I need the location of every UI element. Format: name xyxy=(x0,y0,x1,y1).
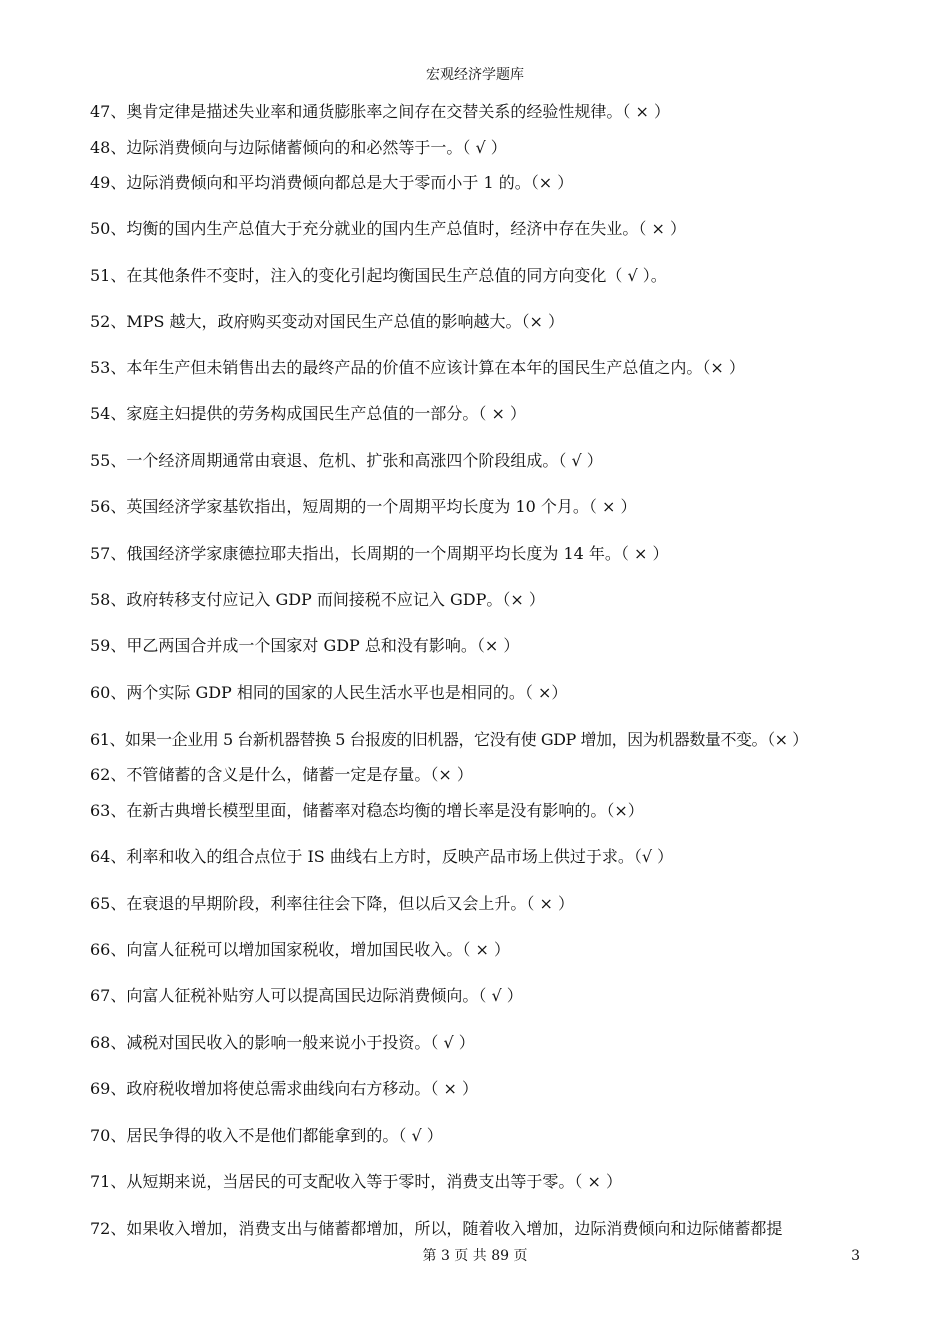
page-footer: 第 3 页 共 89 页 xyxy=(422,1248,528,1264)
question-item: 50、均衡的国内生产总值大于充分就业的国内生产总值时，经济中存在失业。（ × ） xyxy=(90,219,686,238)
question-item: 68、减税对国民收入的影响一般来说小于投资。（ √ ） xyxy=(90,1033,475,1052)
question-item: 71、从短期来说，当居民的可支配收入等于零时，消费支出等于零。（ × ） xyxy=(90,1172,622,1191)
question-item: 72、如果收入增加，消费支出与储蓄都增加，所以，随着收入增加，边际消费倾向和边际储蓄都提 xyxy=(90,1219,783,1238)
question-item: 63、在新古典增长模型里面，储蓄率对稳态均衡的增长率是没有影响的。（×） xyxy=(90,801,644,820)
question-item: 69、政府税收增加将使总需求曲线向右方移动。（ × ） xyxy=(90,1079,478,1098)
question-item: 52、MPS 越大，政府购买变动对国民生产总值的影响越大。（× ） xyxy=(90,312,565,331)
question-item: 55、一个经济周期通常由衰退、危机、扩张和高涨四个阶段组成。（ √ ） xyxy=(90,451,603,470)
question-item: 47、奥肯定律是描述失业率和通货膨胀率之间存在交替关系的经验性规律。（ × ） xyxy=(90,102,670,121)
question-item: 67、向富人征税补贴穷人可以提高国民边际消费倾向。（ √ ） xyxy=(90,986,523,1005)
question-item: 61、如果一企业用 5 台新机器替换 5 台报废的旧机器，它没有使 GDP 增加，因为机器数量不变。（× ） xyxy=(90,730,808,749)
question-item: 54、家庭主妇提供的劳务构成国民生产总值的一部分。（ × ） xyxy=(90,404,526,423)
question-item: 51、在其他条件不变时，注入的变化引起均衡国民生产总值的同方向变化（ √ ）。 xyxy=(90,266,667,285)
question-item: 66、向富人征税可以增加国家税收，增加国民收入。（ × ） xyxy=(90,940,510,959)
page-number: 3 xyxy=(851,1248,860,1264)
question-item: 58、政府转移支付应记入 GDP 而间接税不应记入 GDP。（× ） xyxy=(90,590,545,609)
question-item: 70、居民争得的收入不是他们都能拿到的。（ √ ） xyxy=(90,1126,443,1145)
question-item: 64、利率和收入的组合点位于 IS 曲线右上方时，反映产品市场上供过于求。（√ ） xyxy=(90,847,674,866)
question-item: 65、在衰退的早期阶段，利率往往会下降，但以后又会上升。（ × ） xyxy=(90,894,574,913)
page-header: 宏观经济学题库 xyxy=(426,67,524,83)
question-item: 48、边际消费倾向与边际储蓄倾向的和必然等于一。（ √ ） xyxy=(90,138,507,157)
question-item: 59、甲乙两国合并成一个国家对 GDP 总和没有影响。（× ） xyxy=(90,636,520,655)
question-item: 49、边际消费倾向和平均消费倾向都总是大于零而小于 1 的。（× ） xyxy=(90,173,574,192)
question-item: 53、本年生产但未销售出去的最终产品的价值不应该计算在本年的国民生产总值之内。（× ） xyxy=(90,358,745,377)
question-item: 57、俄国经济学家康德拉耶夫指出，长周期的一个周期平均长度为 14 年。（ × ） xyxy=(90,544,669,563)
question-item: 56、英国经济学家基钦指出，短周期的一个周期平均长度为 10 个月。（ × ） xyxy=(90,497,637,516)
question-item: 62、不管储蓄的含义是什么，储蓄一定是存量。（× ） xyxy=(90,765,473,784)
question-item: 60、两个实际 GDP 相同的国家的人民生活水平也是相同的。（ ×） xyxy=(90,683,568,702)
